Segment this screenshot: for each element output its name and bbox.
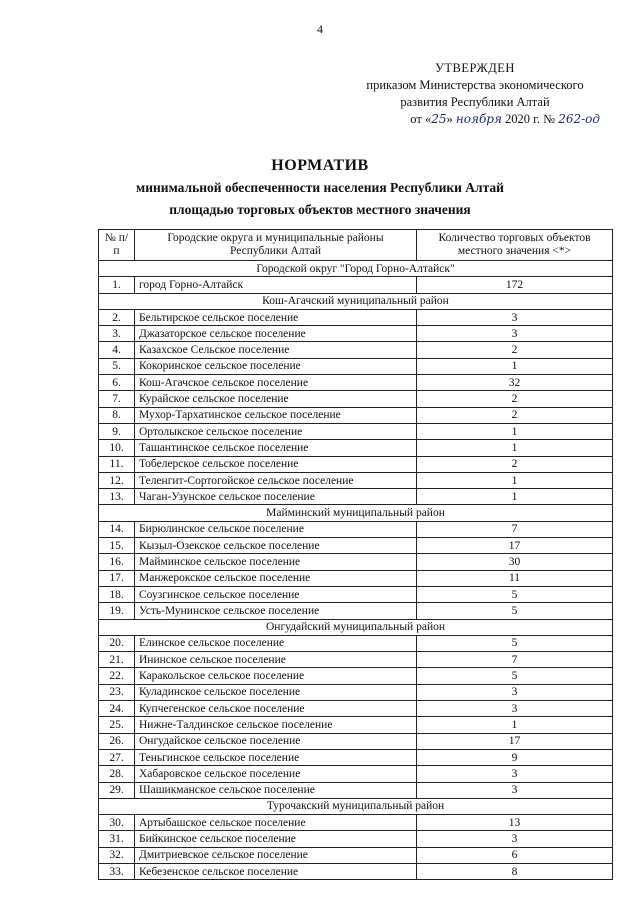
object-count: 5 xyxy=(417,603,613,619)
table-row xyxy=(99,652,613,668)
table-row xyxy=(99,456,613,472)
object-count: 13 xyxy=(417,815,613,831)
row-number: 13. xyxy=(99,489,135,505)
table-row xyxy=(99,847,613,863)
settlement-name: город Горно-Алтайск xyxy=(135,277,417,293)
settlement-name: Казахское Сельское поселение xyxy=(135,342,417,358)
settlement-name: Куладинское сельское поселение xyxy=(135,684,417,700)
table-row xyxy=(99,586,613,602)
table-row xyxy=(99,766,613,782)
group-title: Городской округ "Город Горно-Алтайск" xyxy=(99,261,613,277)
settlement-name: Теньгинское сельское поселение xyxy=(135,749,417,765)
table-row xyxy=(99,489,613,505)
table-row xyxy=(99,782,613,798)
settlement-name: Манжерокское сельское поселение xyxy=(135,570,417,586)
group-row xyxy=(99,293,613,309)
row-number: 8. xyxy=(99,407,135,423)
settlement-name: Шашикманское сельское поселение xyxy=(135,782,417,798)
table-row xyxy=(99,326,613,342)
object-count: 172 xyxy=(417,277,613,293)
object-count: 8 xyxy=(417,863,613,879)
table-row xyxy=(99,635,613,651)
table-row xyxy=(99,391,613,407)
group-row xyxy=(99,619,613,635)
date-mid: » xyxy=(446,112,453,126)
row-number: 7. xyxy=(99,391,135,407)
approval-line-1: приказом Министерства экономического xyxy=(366,78,584,92)
settlement-name: Майминское сельское поселение xyxy=(135,554,417,570)
settlement-name: Соузгинское сельское поселение xyxy=(135,586,417,602)
table-row xyxy=(99,538,613,554)
settlement-name: Кебезенское сельское поселение xyxy=(135,863,417,879)
object-count: 1 xyxy=(417,472,613,488)
object-count: 2 xyxy=(417,456,613,472)
row-number: 21. xyxy=(99,652,135,668)
table-row xyxy=(99,309,613,325)
object-count: 5 xyxy=(417,668,613,684)
date-prefix: от « xyxy=(410,112,432,126)
object-count: 7 xyxy=(417,521,613,537)
table-row xyxy=(99,277,613,293)
settlement-name: Онгудайское сельское поселение xyxy=(135,733,417,749)
object-count: 2 xyxy=(417,407,613,423)
table-row xyxy=(99,570,613,586)
group-title: Майминский муниципальный район xyxy=(99,505,613,521)
settlement-name: Артыбашское сельское поселение xyxy=(135,815,417,831)
heading-subtitle-2: площадью торговых объектов местного значения xyxy=(169,202,471,217)
row-number: 32. xyxy=(99,847,135,863)
row-number: 6. xyxy=(99,375,135,391)
table-row xyxy=(99,815,613,831)
date-day-handwritten: 25 xyxy=(431,112,447,126)
object-count: 3 xyxy=(417,831,613,847)
group-row xyxy=(99,798,613,814)
row-number: 1. xyxy=(99,277,135,293)
group-row xyxy=(99,505,613,521)
table-body xyxy=(99,261,613,880)
object-count: 17 xyxy=(417,538,613,554)
row-number: 23. xyxy=(99,684,135,700)
header-name: Городские округа и муниципальные районы Республики Алтай xyxy=(135,230,417,261)
table-row xyxy=(99,407,613,423)
object-count: 1 xyxy=(417,358,613,374)
row-number: 17. xyxy=(99,570,135,586)
settlement-name: Джазаторское сельское поселение xyxy=(135,326,417,342)
table-row xyxy=(99,749,613,765)
settlement-name: Чаган-Узунское сельское поселение xyxy=(135,489,417,505)
object-count: 3 xyxy=(417,684,613,700)
table-row xyxy=(99,423,613,439)
object-count: 2 xyxy=(417,342,613,358)
object-count: 6 xyxy=(417,847,613,863)
object-count: 3 xyxy=(417,309,613,325)
row-number: 31. xyxy=(99,831,135,847)
row-number: 28. xyxy=(99,766,135,782)
settlement-name: Усть-Мунинское сельское поселение xyxy=(135,603,417,619)
page-number: 4 xyxy=(317,22,323,36)
row-number: 30. xyxy=(99,815,135,831)
row-number: 9. xyxy=(99,423,135,439)
heading-title: НОРМАТИВ xyxy=(271,157,369,174)
settlement-name: Ининское сельское поселение xyxy=(135,652,417,668)
row-number: 20. xyxy=(99,635,135,651)
settlement-name: Тобелерское сельское поселение xyxy=(135,456,417,472)
object-count: 7 xyxy=(417,652,613,668)
settlement-name: Кызыл-Озекское сельское поселение xyxy=(135,538,417,554)
table-row xyxy=(99,863,613,879)
group-title: Онгудайский муниципальный район xyxy=(99,619,613,635)
group-row xyxy=(99,261,613,277)
approval-line-2: развития Республики Алтай xyxy=(400,95,550,109)
object-count: 5 xyxy=(417,635,613,651)
object-count: 3 xyxy=(417,326,613,342)
row-number: 25. xyxy=(99,717,135,733)
object-count: 5 xyxy=(417,586,613,602)
object-count: 1 xyxy=(417,423,613,439)
settlement-name: Купчегенское сельское поселение xyxy=(135,701,417,717)
header-num: № п/п xyxy=(99,230,135,261)
header-count: Количество торговых объектов местного значения <*> xyxy=(417,230,613,261)
row-number: 14. xyxy=(99,521,135,537)
object-count: 9 xyxy=(417,749,613,765)
row-number: 26. xyxy=(99,733,135,749)
row-number: 15. xyxy=(99,538,135,554)
object-count: 32 xyxy=(417,375,613,391)
table-row xyxy=(99,668,613,684)
row-number: 5. xyxy=(99,358,135,374)
row-number: 18. xyxy=(99,586,135,602)
row-number: 3. xyxy=(99,326,135,342)
settlement-name: Кош-Агачское сельское поселение xyxy=(135,375,417,391)
settlement-name: Елинское сельское поселение xyxy=(135,635,417,651)
object-count: 17 xyxy=(417,733,613,749)
row-number: 24. xyxy=(99,701,135,717)
table-row xyxy=(99,603,613,619)
object-count: 11 xyxy=(417,570,613,586)
row-number: 4. xyxy=(99,342,135,358)
settlement-name: Ташантинское сельское поселение xyxy=(135,440,417,456)
settlement-name: Бийкинское сельское поселение xyxy=(135,831,417,847)
object-count: 1 xyxy=(417,489,613,505)
table-row xyxy=(99,701,613,717)
group-title: Турочакский муниципальный район xyxy=(99,798,613,814)
group-title: Кош-Агачский муниципальный район xyxy=(99,293,613,309)
row-number: 2. xyxy=(99,309,135,325)
settlement-name: Ортолыкское сельское поселение xyxy=(135,423,417,439)
table-row xyxy=(99,684,613,700)
settlement-name: Теленгит-Сортогойское сельское поселение xyxy=(135,472,417,488)
settlement-name: Хабаровское сельское поселение xyxy=(135,766,417,782)
row-number: 27. xyxy=(99,749,135,765)
settlement-name: Мухор-Тархатинское сельское поселение xyxy=(135,407,417,423)
document-heading xyxy=(80,157,560,219)
settlement-name: Нижне-Талдинское сельское поселение xyxy=(135,717,417,733)
heading-subtitle-1: минимальной обеспеченности населения Республики Алтай xyxy=(136,180,504,195)
settlement-name: Кокоринское сельское поселение xyxy=(135,358,417,374)
object-count: 3 xyxy=(417,782,613,798)
object-count: 3 xyxy=(417,766,613,782)
approval-date-line xyxy=(350,111,600,128)
settlement-name: Каракольское сельское поселение xyxy=(135,668,417,684)
table-row xyxy=(99,554,613,570)
table-row xyxy=(99,440,613,456)
settlement-name: Дмитриевское сельское поселение xyxy=(135,847,417,863)
settlement-name: Курайское сельское поселение xyxy=(135,391,417,407)
table-row xyxy=(99,358,613,374)
table-row xyxy=(99,717,613,733)
date-month-handwritten: ноября xyxy=(455,112,502,126)
row-number: 29. xyxy=(99,782,135,798)
table-row xyxy=(99,375,613,391)
row-number: 10. xyxy=(99,440,135,456)
approval-title: УТВЕРЖДЕН xyxy=(435,61,515,75)
row-number: 12. xyxy=(99,472,135,488)
table-row xyxy=(99,831,613,847)
object-count: 2 xyxy=(417,391,613,407)
table-row xyxy=(99,472,613,488)
settlement-name: Бельтирское сельское поселение xyxy=(135,309,417,325)
table-row xyxy=(99,521,613,537)
row-number: 22. xyxy=(99,668,135,684)
object-count: 30 xyxy=(417,554,613,570)
table-header-row xyxy=(99,230,613,261)
norms-table xyxy=(98,229,613,880)
object-count: 1 xyxy=(417,440,613,456)
object-count: 3 xyxy=(417,701,613,717)
date-year: 2020 г. № xyxy=(505,112,556,126)
settlement-name: Бирюлинское сельское поселение xyxy=(135,521,417,537)
object-count: 1 xyxy=(417,717,613,733)
row-number: 33. xyxy=(99,863,135,879)
row-number: 11. xyxy=(99,456,135,472)
row-number: 19. xyxy=(99,603,135,619)
approval-block xyxy=(350,60,600,128)
row-number: 16. xyxy=(99,554,135,570)
order-number-handwritten: 262-од xyxy=(558,112,600,126)
table-row xyxy=(99,342,613,358)
table-row xyxy=(99,733,613,749)
